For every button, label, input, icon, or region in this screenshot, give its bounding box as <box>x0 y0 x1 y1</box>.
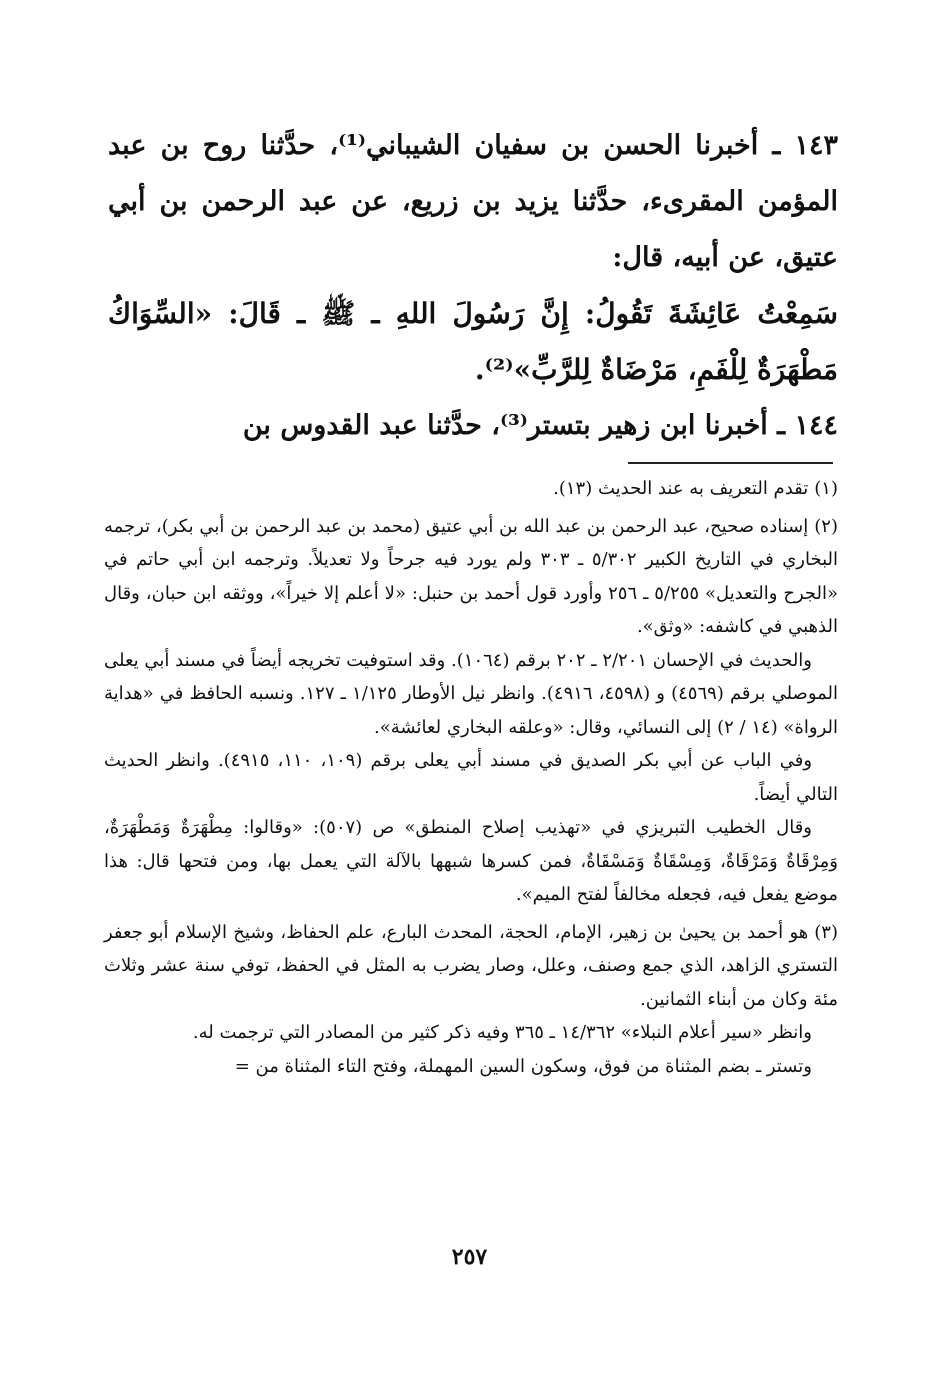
footnote-divider <box>628 462 833 464</box>
page-number: ٢٥٧ <box>451 1244 488 1270</box>
footnote-2-number: (٢) <box>814 515 838 537</box>
footnote-2 <box>104 510 838 912</box>
footnote-1-text: تقدم التعريف به عند الحديث (١٣). <box>553 478 809 499</box>
footnote-3 <box>104 916 838 1084</box>
footnote-1 <box>104 472 838 506</box>
footnote-2-paragraph-2: والحديث في الإحسان ٢/٢٠١ ـ ٢٠٢ برقم (١٠٦٤). وقد استوفيت تخريجه أيضاً في مسند أبي يعلى الموصلي برقم (٤٥٦٩) و (٤٥٩٨، ٤٩١٦). وانظر نيل الأوطار ١/١٢٥ ـ ١٢٧. ونسبه الحافظ في «هداية الرواة» (١٤ / ٢) إلى النسائي، وقال: «وعلقه البخاري لعائشة». <box>104 649 839 738</box>
footnote-2-paragraph-4: وقال الخطيب التبريزي في «تهذيب إصلاح المنطق» ص (٥٠٧): «وقالوا: مِطْهَرَةٌ وَمَطْهَرَةٌ، وَمِرْقَاةٌ وَمَرْقَاةٌ، وَمِسْقَاةٌ وَمَسْقَاةٌ، فمن كسرها شبهها بالآلة التي يعمل بها، ومن فتحها قال: هذا موضع يفعل فيه، فجعله مخالفاً لفتح الميم». <box>104 817 838 905</box>
footnote-3-text: هو أحمد بن يحيىٰ بن زهير، الإمام، الحجة، المحدث البارع، علم الحفاظ، وشيخ الإسلام أبو جعفر التستري الزاهد، الذي جمع وصنف، وعلل، وصار يضرب به المثل في الحفظ، توفي سنة عشر وثلاث مئة وكان من أبناء الثمانين. <box>104 921 838 1010</box>
hadith-143-matn: سَمِعْتُ عَائِشَةَ تَقُولُ: إِنَّ رَسُولَ اللهِ ـ ﷺ ـ قَالَ: «السِّوَاكُ مَطْهَرَةٌ لِلْفَمِ، مَرْضَاةٌ لِلرَّبِّ»⁽²⁾. <box>108 297 838 386</box>
footnote-2-text: إسناده صحيح، عبد الرحمن بن عبد الله بن أبي عتيق (محمد بن عبد الرحمن بن أبي بكر)، ترجمه البخاري في التاريخ الكبير ٥/٣٠٢ ـ ٣٠٣ ولم يورد فيه جرحاً ولا تعديلاً. وترجمه ابن أبي حاتم في «الجرح والتعديل» ٥/٢٥٥ ـ ٢٥٦ وأورد قول أحمد بن حنبل: «لا أعلم إلا خيراً»، ووثقه ابن حبان، وقال الذهبي في كاشفه: «وثق». <box>104 515 839 637</box>
footnote-2-paragraph-3: وفي الباب عن أبي بكر الصديق في مسند أبي يعلى برقم (١٠٩، ١١٠، ٤٩١٥). وانظر الحديث التالي أيضاً. <box>104 750 838 805</box>
hadith-text <box>108 118 838 454</box>
footnote-3-paragraph-3: وتستر ـ بضم المثناة من فوق، وسكون السين المهملة، وفتح التاء المثناة من = <box>234 1055 812 1077</box>
footnote-3-number: (٣) <box>814 921 838 943</box>
footnotes-section <box>104 472 838 1087</box>
hadith-143-isnad: ١٤٣ ـ أخبرنا الحسن بن سفيان الشيباني⁽¹⁾، حدَّثنا روح بن عبد المؤمن المقرىء، حدَّثنا يزيد بن زريع، عن عبد الرحمن بن أبي عتيق، عن أبيه، قال: <box>108 130 838 273</box>
footnote-3-paragraph-2: وانظر «سير أعلام النبلاء» ١٤/٣٦٢ ـ ٣٦٥ وفيه ذكر كثير من المصادر التي ترجمت له. <box>192 1022 812 1043</box>
hadith-144-isnad: ١٤٤ ـ أخبرنا ابن زهير بتستر⁽³⁾، حدَّثنا عبد القدوس بن <box>242 410 838 441</box>
footnote-1-number: (١) <box>814 478 838 499</box>
